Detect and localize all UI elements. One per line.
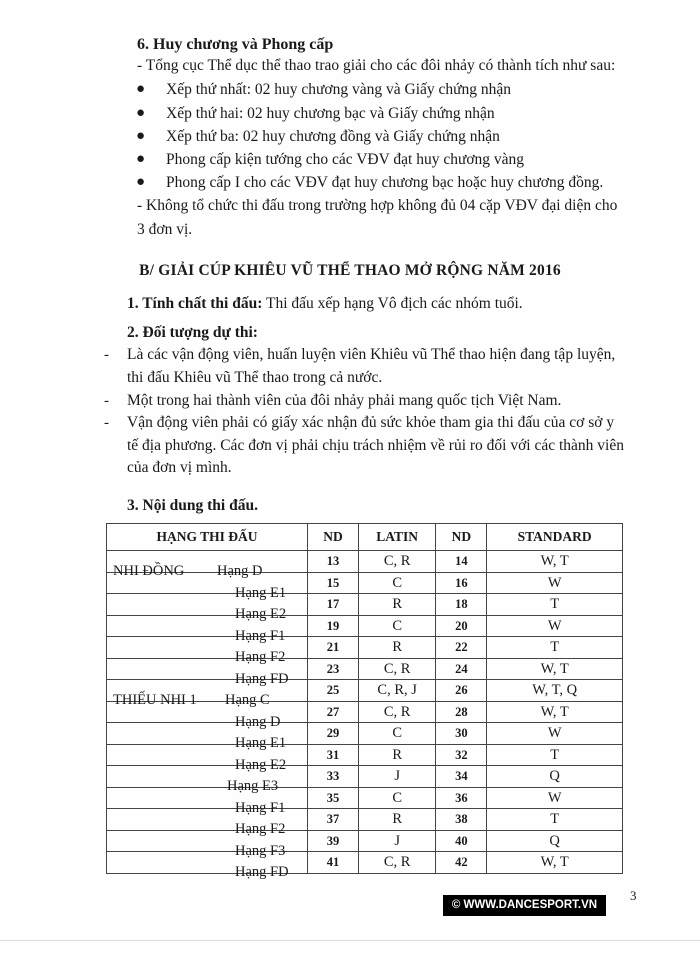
bullet-text: Xếp thứ hai: 02 huy chương bạc và Giấy chứng nhận — [166, 105, 495, 122]
nd-number: 41 — [308, 852, 359, 874]
nd-number: 40 — [436, 830, 487, 852]
rank-label: Hạng C — [225, 692, 270, 709]
rank-cell — [107, 594, 308, 623]
standard-dances: W, T — [487, 701, 623, 723]
nd-number: 24 — [436, 658, 487, 680]
bullet-text: Phong cấp kiện tướng cho các VĐV đạt huy chương vàng — [166, 151, 525, 168]
competition-table — [106, 523, 623, 881]
table-row — [107, 637, 623, 659]
nd-number: 19 — [308, 615, 359, 637]
rank-cell — [107, 658, 308, 687]
rank-label: Hạng E2 — [235, 756, 287, 773]
latin-dances: C, R — [359, 658, 436, 680]
nd-number: 38 — [436, 809, 487, 831]
rank-cell — [107, 766, 308, 795]
table-row — [107, 766, 623, 788]
rank-cell — [107, 551, 308, 580]
standard-dances: Q — [487, 766, 623, 788]
header-standard: STANDARD — [487, 524, 623, 551]
bullet-dot-icon: ● — [136, 174, 146, 190]
standard-dances: W — [487, 723, 623, 745]
nd-number: 16 — [436, 572, 487, 594]
bullet-item — [136, 81, 512, 99]
bullet-item — [136, 128, 500, 146]
table-row — [107, 572, 623, 594]
latin-dances: C, R, J — [359, 680, 436, 702]
rank-cell — [107, 723, 308, 752]
nd-number: 27 — [308, 701, 359, 723]
rank-cell — [107, 680, 308, 709]
nd-number: 21 — [308, 637, 359, 659]
rank-label: Hạng D — [217, 563, 263, 580]
nd-number: 32 — [436, 744, 487, 766]
rank-label: Hạng FD — [235, 864, 289, 881]
rank-cell — [107, 615, 308, 644]
rank-label: Hạng FD — [235, 670, 289, 687]
latin-dances: J — [359, 830, 436, 852]
bullet-item — [136, 151, 525, 169]
nd-number: 20 — [436, 615, 487, 637]
table-row — [107, 594, 623, 616]
age-group: NHI ĐỒNG — [113, 563, 185, 580]
table-row — [107, 680, 623, 702]
item-2-line: Vận động viên phải có giấy xác nhận đủ sức khỏe tham gia thi đấu của cơ sở y — [127, 414, 615, 431]
nd-number: 30 — [436, 723, 487, 745]
table-row — [107, 809, 623, 831]
item-2-line: của đơn vị mình. — [127, 459, 232, 476]
rank-cell — [107, 637, 308, 666]
latin-dances: R — [359, 809, 436, 831]
latin-dances: R — [359, 594, 436, 616]
nd-number: 23 — [308, 658, 359, 680]
item-2-line: thi đấu Khiêu vũ Thể thao trong cả nước. — [127, 369, 383, 386]
bullet-dot-icon: ● — [136, 105, 146, 121]
table-row — [107, 723, 623, 745]
rank-label: Hạng F2 — [235, 649, 286, 666]
rank-cell — [107, 744, 308, 773]
nd-number: 25 — [308, 680, 359, 702]
table-row — [107, 744, 623, 766]
nd-number: 22 — [436, 637, 487, 659]
section-b-title: B/ GIẢI CÚP KHIÊU VŨ THỂ THAO MỞ RỘNG NĂM 2016 — [139, 262, 561, 279]
rank-cell — [107, 852, 308, 881]
dash-marker: - — [104, 347, 109, 363]
divider — [0, 940, 700, 941]
rank-label: Hạng E3 — [227, 778, 279, 795]
standard-dances: W — [487, 572, 623, 594]
latin-dances: R — [359, 637, 436, 659]
header-latin: LATIN — [359, 524, 436, 551]
item-1-heading — [127, 295, 523, 313]
header-nd: ND — [436, 524, 487, 551]
bullet-text: Xếp thứ ba: 02 huy chương đồng và Giấy chứng nhận — [166, 128, 500, 145]
rank-label: Hạng E2 — [235, 606, 287, 623]
section-6-note-cont: 3 đơn vị. — [137, 221, 193, 238]
standard-dances: T — [487, 594, 623, 616]
nd-number: 18 — [436, 594, 487, 616]
nd-number: 26 — [436, 680, 487, 702]
item-2-line: Là các vận động viên, huấn luyện viên Khiêu vũ Thể thao hiện đang tập luyện, — [127, 346, 616, 363]
standard-dances: W, T — [487, 852, 623, 874]
rank-cell — [107, 701, 308, 730]
standard-dances: W — [487, 787, 623, 809]
nd-number: 42 — [436, 852, 487, 874]
table-row — [107, 830, 623, 852]
nd-number: 28 — [436, 701, 487, 723]
item-2-heading: 2. Đối tượng dự thi: — [127, 324, 258, 341]
section-6-note: - Không tổ chức thi đấu trong trường hợp không đủ 04 cặp VĐV đại diện cho — [137, 197, 618, 214]
rank-label: Hạng E1 — [235, 584, 287, 601]
rank-cell — [107, 572, 308, 601]
nd-number: 31 — [308, 744, 359, 766]
nd-number: 39 — [308, 830, 359, 852]
latin-dances: R — [359, 744, 436, 766]
item-3-heading: 3. Nội dung thi đấu. — [127, 497, 258, 514]
table-row — [107, 551, 623, 573]
nd-number: 33 — [308, 766, 359, 788]
item-2-line: tế địa phương. Các đơn vị phải chịu trách nhiệm về rủi ro đối với các thành viên — [127, 437, 624, 454]
age-group: THIẾU NHI 1 — [113, 692, 197, 709]
bullet-text: Phong cấp I cho các VĐV đạt huy chương bạc hoặc huy chương đồng. — [166, 174, 604, 191]
standard-dances: W, T — [487, 658, 623, 680]
table-row — [107, 787, 623, 809]
header-rank: HẠNG THI ĐẤU — [107, 524, 308, 551]
table-row — [107, 615, 623, 637]
section-6-intro: - Tổng cục Thể dục thể thao trao giải cho các đôi nhảy có thành tích như sau: — [137, 57, 616, 74]
nd-number: 13 — [308, 551, 359, 573]
table-row — [107, 658, 623, 680]
rank-cell — [107, 830, 308, 859]
rank-cell — [107, 809, 308, 838]
nd-number: 14 — [436, 551, 487, 573]
rank-label: Hạng F2 — [235, 821, 286, 838]
bullet-text: Xếp thứ nhất: 02 huy chương vàng và Giấy chứng nhận — [166, 81, 512, 98]
latin-dances: C, R — [359, 852, 436, 874]
dash-marker: - — [104, 393, 109, 409]
rank-label: Hạng F1 — [235, 627, 286, 644]
nd-number: 29 — [308, 723, 359, 745]
latin-dances: C, R — [359, 551, 436, 573]
nd-number: 15 — [308, 572, 359, 594]
bullet-dot-icon: ● — [136, 151, 146, 167]
bullet-item — [136, 174, 604, 192]
nd-number: 35 — [308, 787, 359, 809]
nd-number: 34 — [436, 766, 487, 788]
bullet-item — [136, 105, 495, 123]
table-row — [107, 701, 623, 723]
standard-dances: W — [487, 615, 623, 637]
rank-label: Hạng D — [235, 713, 281, 730]
latin-dances: C — [359, 723, 436, 745]
rank-cell — [107, 787, 308, 816]
standard-dances: Q — [487, 830, 623, 852]
rank-label: Hạng F3 — [235, 842, 286, 859]
latin-dances: C — [359, 615, 436, 637]
table-row — [107, 852, 623, 874]
standard-dances: W, T — [487, 551, 623, 573]
item-2-line: Một trong hai thành viên của đôi nhảy phải mang quốc tịch Việt Nam. — [127, 392, 562, 409]
section-6-title: 6. Huy chương và Phong cấp — [137, 36, 334, 53]
rank-label: Hạng E1 — [235, 735, 287, 752]
standard-dances: T — [487, 809, 623, 831]
bullet-dot-icon: ● — [136, 128, 146, 144]
latin-dances: C, R — [359, 701, 436, 723]
rank-label: Hạng F1 — [235, 799, 286, 816]
latin-dances: C — [359, 572, 436, 594]
page-number: 3 — [630, 888, 637, 903]
standard-dances: W, T, Q — [487, 680, 623, 702]
header-nd: ND — [308, 524, 359, 551]
latin-dances: C — [359, 787, 436, 809]
standard-dances: T — [487, 637, 623, 659]
nd-number: 36 — [436, 787, 487, 809]
latin-dances: J — [359, 766, 436, 788]
dash-marker: - — [104, 415, 109, 431]
table-header-row — [107, 524, 623, 551]
watermark-badge: © WWW.DANCESPORT.VN — [443, 895, 606, 916]
nd-number: 17 — [308, 594, 359, 616]
standard-dances: T — [487, 744, 623, 766]
item-1-label: 1. Tính chất thi đấu: — [127, 295, 263, 312]
item-1-text: Thi đấu xếp hạng Vô địch các nhóm tuổi. — [262, 295, 523, 312]
bullet-dot-icon: ● — [136, 81, 146, 97]
nd-number: 37 — [308, 809, 359, 831]
